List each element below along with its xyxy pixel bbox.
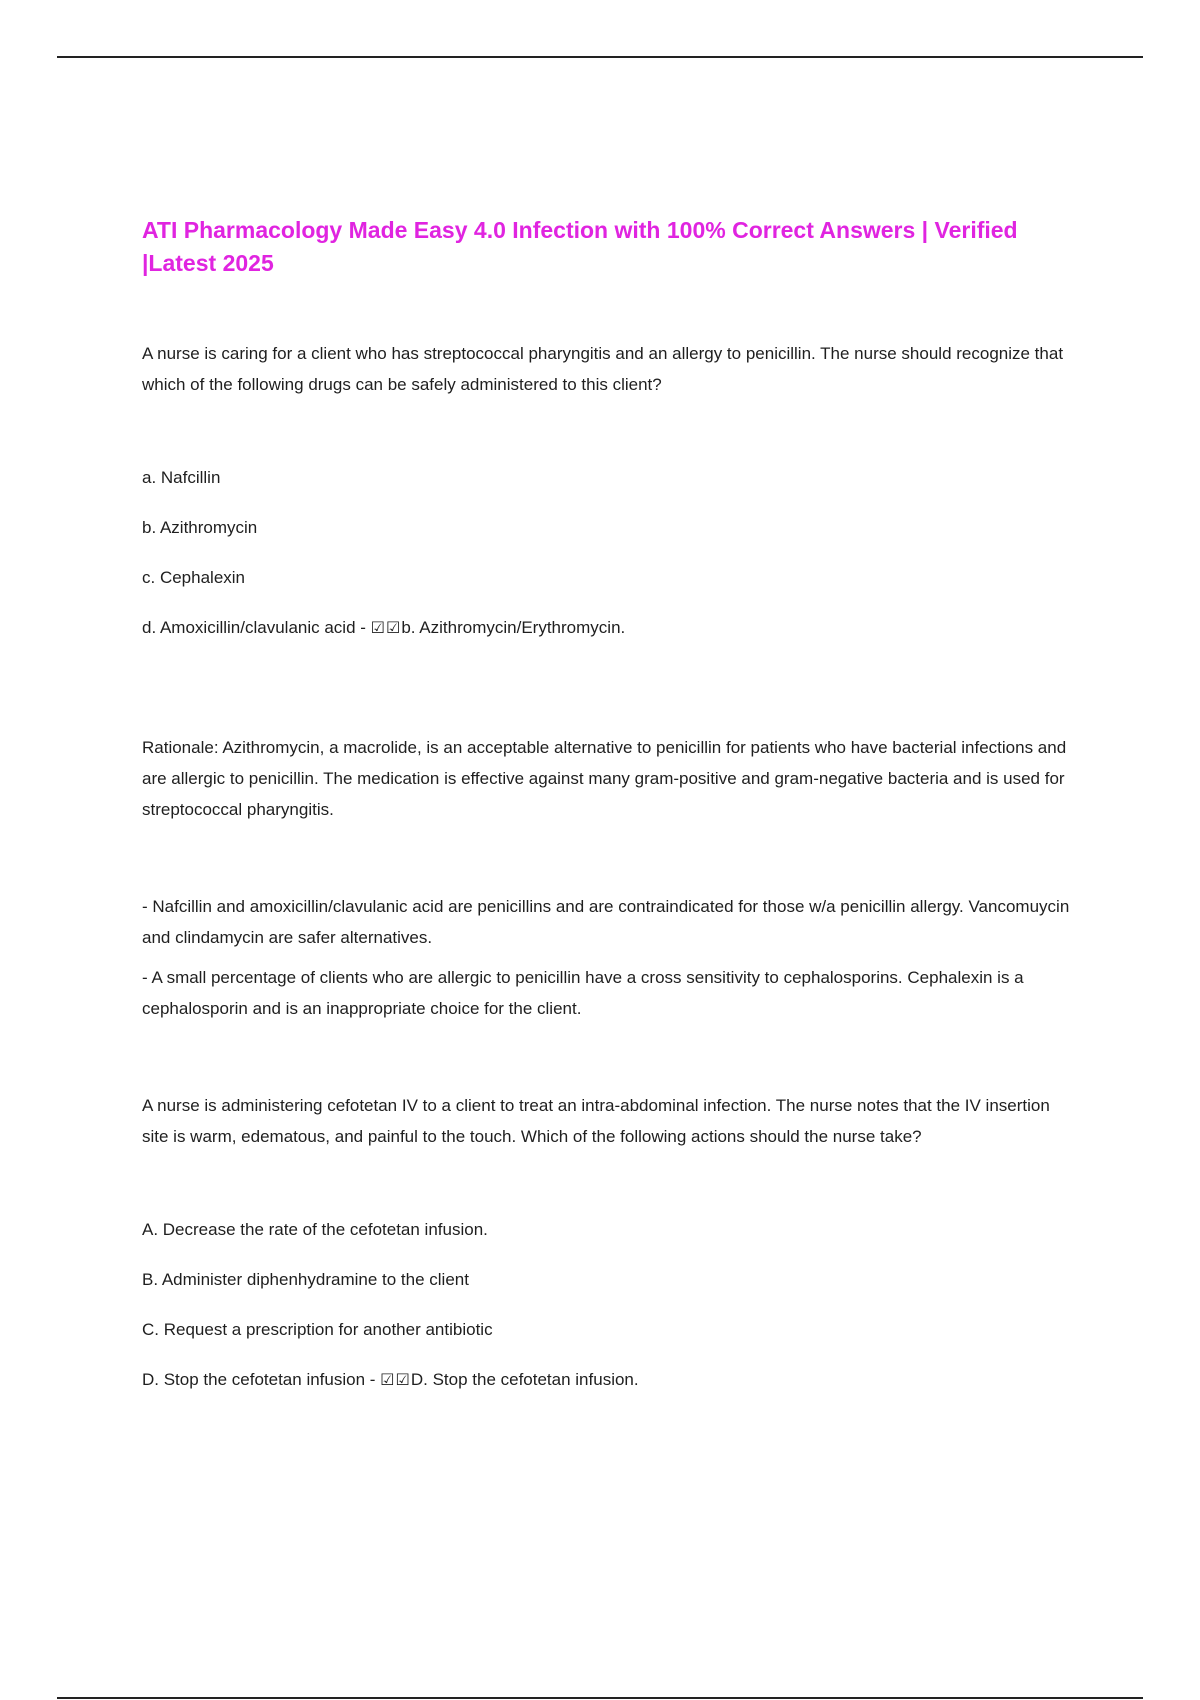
question-1-text: A nurse is caring for a client who has streptococcal pharyngitis and an allergy to penicillin. The nurse should recognize that which of the following drugs can be safely administered to this client?	[142, 344, 1064, 394]
question-2-option-b: B. Administer diphenhydramine to the client	[142, 1270, 469, 1289]
question-2-option-d	[142, 1368, 1072, 1392]
document-body	[142, 214, 1072, 1418]
question-1-option-c: c. Cephalexin	[142, 568, 246, 587]
question-2-last-option: D. Stop the cefotetan infusion -	[142, 1370, 376, 1389]
question-1-note-1: - Nafcillin and amoxicillin/clavulanic acid are penicillins and are contraindicated for those w/a penicillin allergy. Vancomuycin and clindamycin are safer alternatives.	[142, 897, 1070, 947]
question-1-answer: b. Azithromycin/Erythromycin.	[401, 618, 626, 637]
question-1-note-2: - A small percentage of clients who are allergic to penicillin have a cross sensitivity to cephalosporins. Cephalexin is a cephalosporin and is an inappropriate choice for the client.	[142, 968, 1024, 1018]
question-2-option-c: C. Request a prescription for another antibiotic	[142, 1320, 493, 1339]
question-1-rationale: Rationale: Azithromycin, a macrolide, is an acceptable alternative to penicillin for patients who have bacterial infections and are allergic to penicillin. The medication is effective against many gram-positive and gram-negative bacteria and is used for streptococcal pharyngitis.	[142, 738, 1067, 819]
document-title: ATI Pharmacology Made Easy 4.0 Infection with 100% Correct Answers | Verified |Latest 2025	[142, 217, 1018, 276]
question-1-option-a: a. Nafcillin	[142, 468, 221, 487]
check-icon: ☑☑	[380, 1370, 411, 1389]
footer-rule	[57, 1697, 1143, 1699]
question-1-option-b: b. Azithromycin	[142, 518, 258, 537]
question-2-text: A nurse is administering cefotetan IV to a client to treat an intra-abdominal infection. The nurse notes that the IV insertion site is warm, edematous, and painful to the touch. Which of the following actions should the nurse take?	[142, 1096, 1050, 1146]
question-2-option-a: A. Decrease the rate of the cefotetan infusion.	[142, 1220, 488, 1239]
header-rule	[57, 56, 1143, 58]
question-1-last-option: d. Amoxicillin/clavulanic acid -	[142, 618, 366, 637]
question-2-answer: D. Stop the cefotetan infusion.	[410, 1370, 639, 1389]
question-1-option-d	[142, 616, 1072, 640]
check-icon: ☑☑	[370, 618, 402, 637]
